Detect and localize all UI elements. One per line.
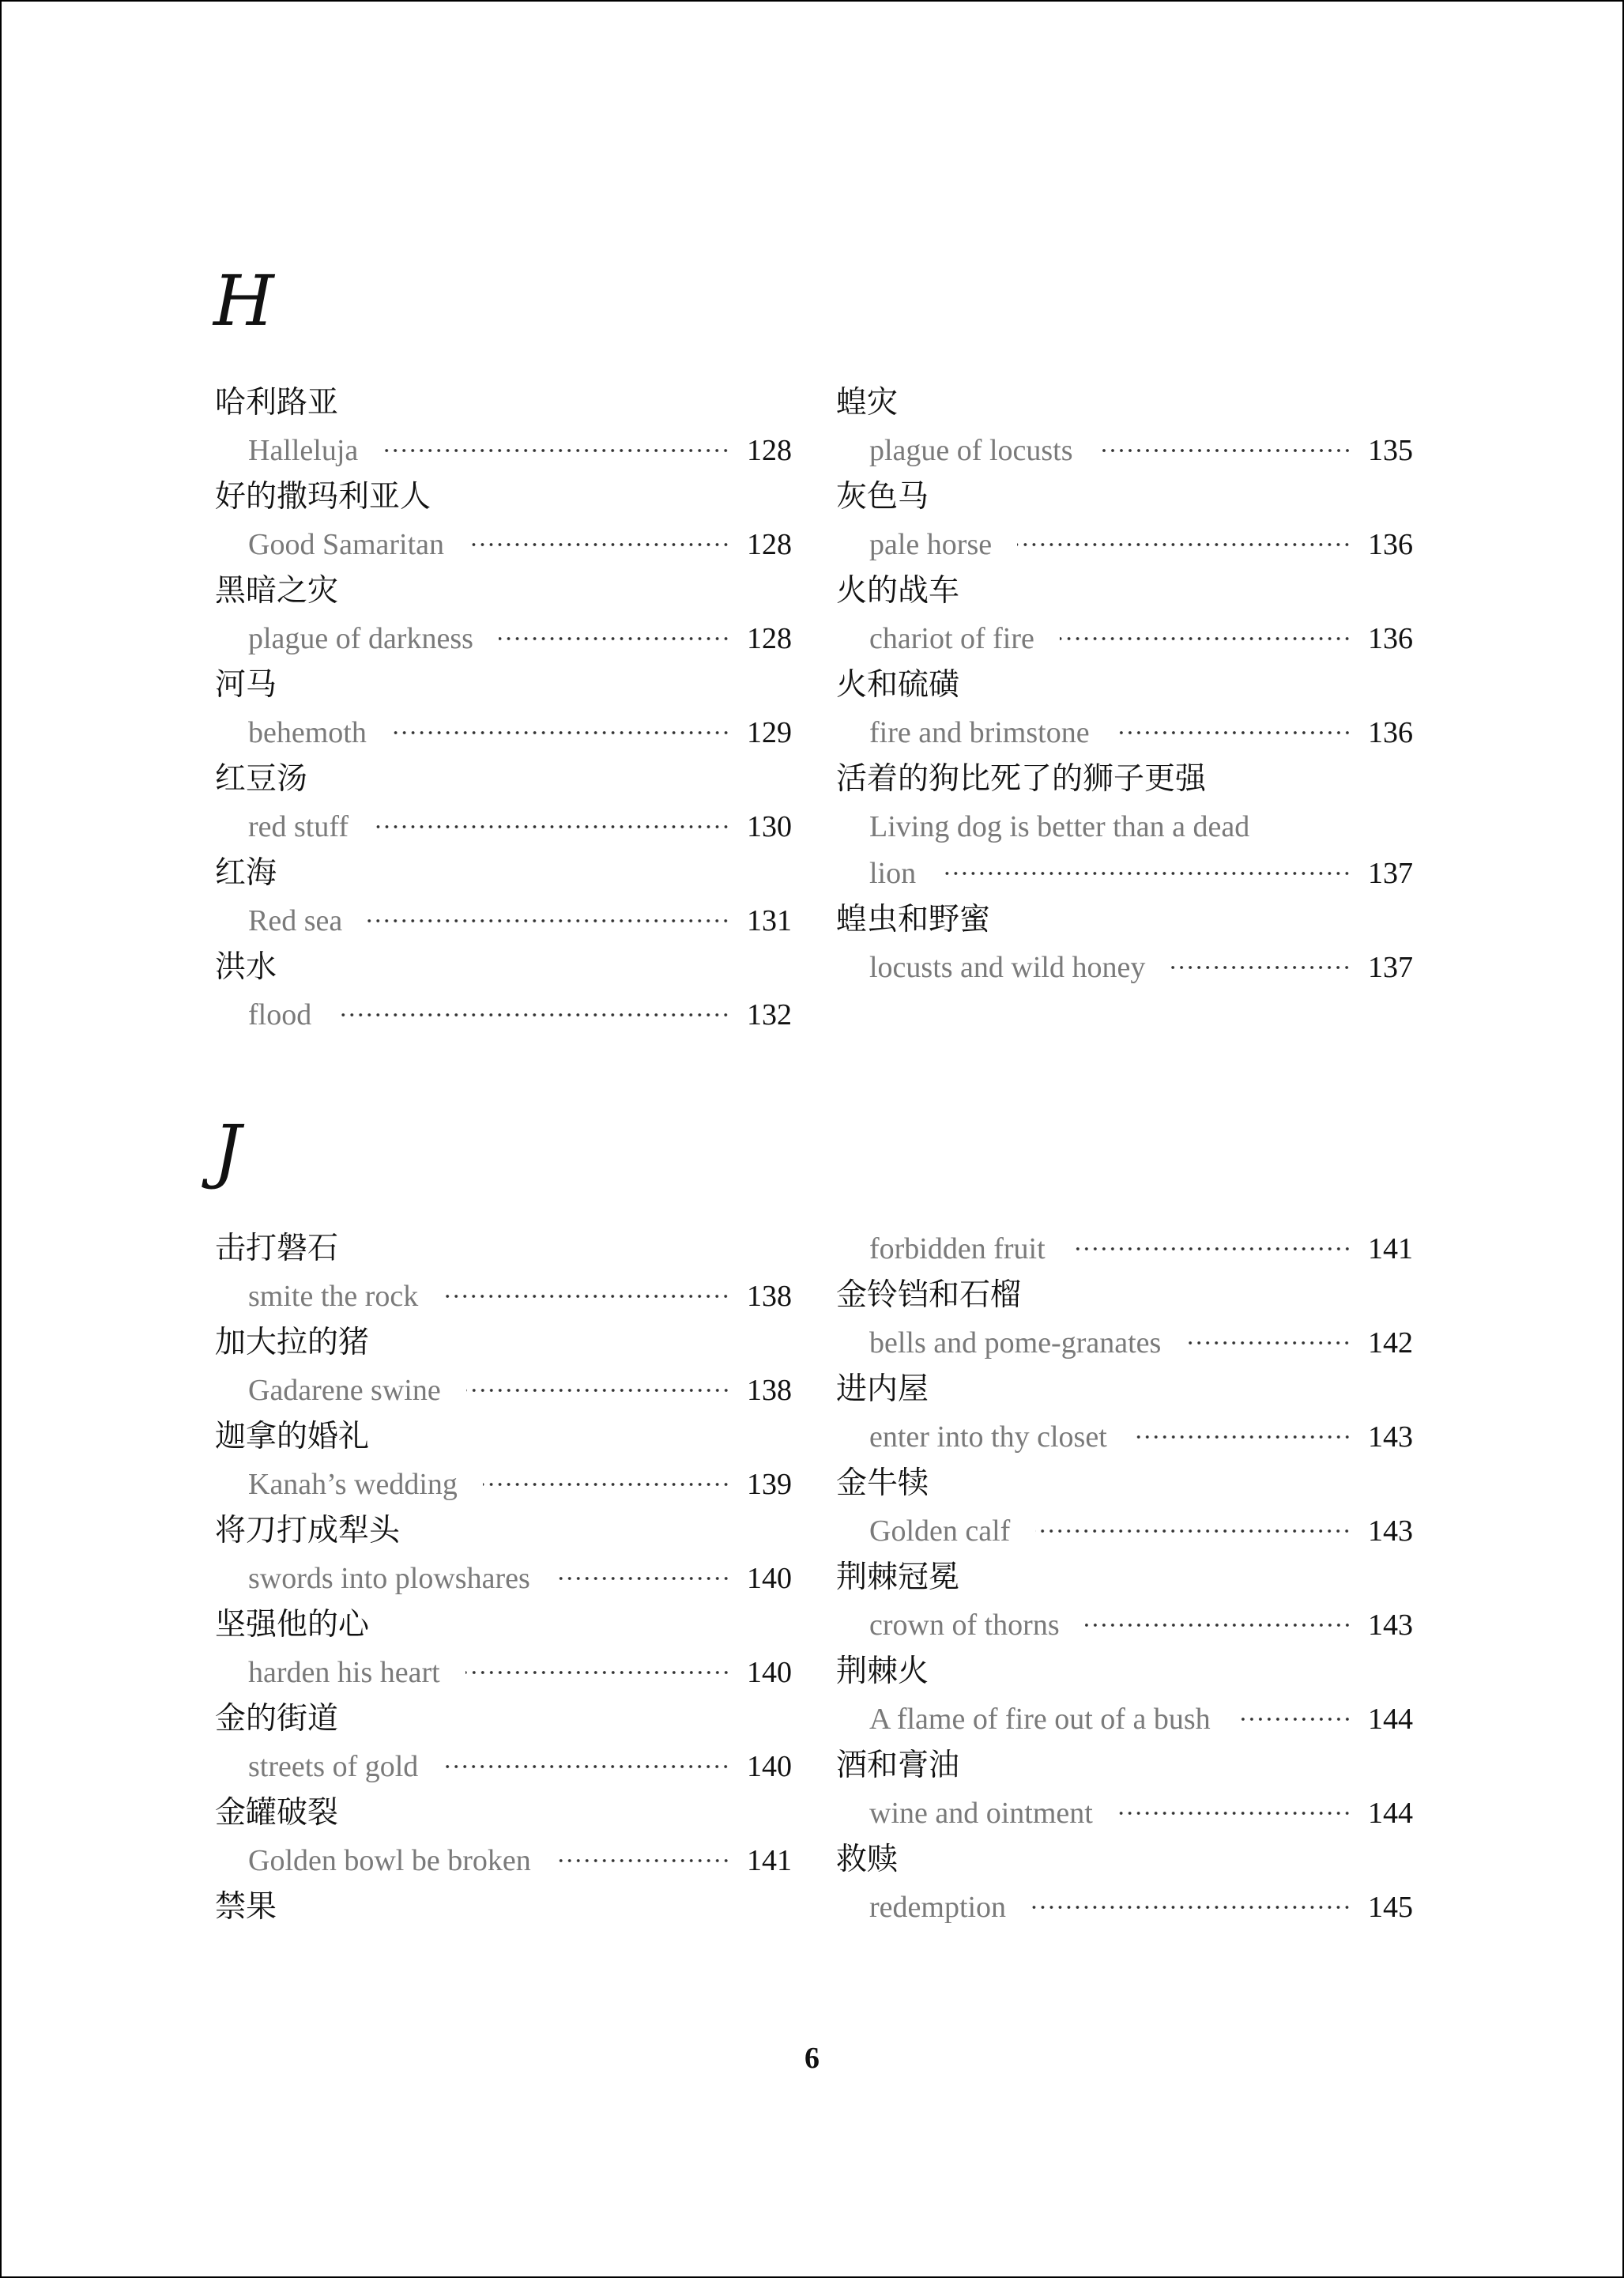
leader-dots [941,850,1351,897]
page-ref: 136 [1368,716,1413,749]
entry-en: redemption 145 [869,1884,1413,1931]
entry-en: wine and ointment 144 [869,1790,1413,1837]
entry-en: Golden calf 143 [869,1507,1413,1555]
entry-en: Good Samaritan 128 [248,521,792,568]
page-ref: 143 [1368,1420,1413,1454]
entry-en: plague of darkness 128 [248,615,792,662]
page-ref: 136 [1368,622,1413,655]
entry-cn: 洪水 [215,949,277,985]
leader-dots [374,803,730,850]
entry-cn: 黑暗之灾 [215,573,339,609]
page-ref: 128 [747,434,792,467]
entry-en: bells and pome-granates 142 [869,1319,1413,1367]
page-ref: 137 [1368,857,1413,890]
page-ref: 129 [747,716,792,749]
page-ref: 143 [1368,1514,1413,1548]
entry-en: lion 137 [869,850,1413,897]
leader-dots [1060,615,1351,662]
leader-dots [1098,427,1351,474]
leader-dots [556,1555,730,1602]
entry-en: crown of thorns 143 [869,1601,1413,1649]
entry-en: streets of gold 140 [248,1743,792,1790]
page-ref: 143 [1368,1609,1413,1642]
leader-dots [483,1461,730,1508]
leader-dots [383,427,730,474]
leader-dots [465,1649,730,1696]
page-ref: 138 [747,1280,792,1313]
entry-en: forbidden fruit 141 [869,1225,1413,1273]
entry-en: locusts and wild honey 137 [869,944,1413,991]
page-ref: 140 [747,1656,792,1689]
entry-cn: 活着的狗比死了的狮子更强 [836,761,1207,797]
page-ref: 136 [1368,528,1413,561]
page-ref: 130 [747,810,792,843]
leader-dots [469,521,730,568]
leader-dots [1071,1225,1351,1273]
section-letter-j: J [213,1110,242,1191]
leader-dots [1236,1695,1351,1743]
entry-en: smite the rock 138 [248,1273,792,1320]
entry-cn: 金的街道 [215,1701,339,1737]
entry-cn: 金铃铛和石榴 [836,1277,1022,1313]
entry-cn: 击打磐石 [215,1231,339,1266]
leader-dots [392,709,730,756]
entry-en: Golden bowl be broken 141 [248,1837,792,1884]
page-ref: 128 [747,622,792,655]
page-ref: 145 [1368,1891,1413,1924]
entry-cn: 禁果 [215,1889,277,1925]
entry-en: Kanah’s wedding 139 [248,1461,792,1508]
entry-cn: 荆棘火 [836,1654,929,1689]
entry-en: swords into plowshares 140 [248,1555,792,1602]
entry-cn: 蝗灾 [836,385,899,421]
leader-dots [443,1273,730,1320]
entry-en: A flame of fire out of a bush 144 [869,1695,1413,1743]
entry-en: pale horse 136 [869,521,1413,568]
page-ref: 142 [1368,1326,1413,1360]
entry-cn: 红豆汤 [215,761,308,797]
page-ref: 137 [1368,951,1413,984]
entry-cn: 迦拿的婚礼 [215,1419,370,1454]
page-ref: 132 [747,998,792,1032]
entry-cn: 加大拉的猪 [215,1325,370,1360]
entry-cn: 蝗虫和野蜜 [836,902,991,937]
leader-dots [1017,521,1351,568]
entry-cn: 哈利路亚 [215,385,339,421]
leader-dots [499,615,730,662]
entry-cn: 坚强他的心 [215,1607,370,1642]
entry-cn: 红海 [215,855,277,891]
entry-en: enter into thy closet 143 [869,1413,1413,1461]
leader-dots [443,1743,730,1790]
page-ref: 138 [747,1374,792,1407]
entry-en: behemoth 129 [248,709,792,756]
leader-dots [1031,1884,1351,1931]
entry-cn: 救赎 [836,1842,899,1877]
page-ref: 141 [1368,1232,1413,1265]
entry-en: chariot of fire 136 [869,615,1413,662]
entry-en: Halleluja 128 [248,427,792,474]
leader-dots [1118,1790,1351,1837]
leader-dots [556,1837,730,1884]
entry-en: flood 132 [248,991,792,1039]
leader-dots [337,991,730,1039]
page-number: 6 [804,2042,820,2075]
entry-cn: 好的撒玛利亚人 [215,479,431,515]
entry-cn: 河马 [215,667,277,703]
page-ref: 131 [747,904,792,937]
leader-dots [1170,944,1351,991]
section-letter-h: H [213,260,274,341]
entry-en: red stuff 130 [248,803,792,850]
entry-en: Red sea 131 [248,897,792,945]
entry-cn: 火的战车 [836,573,960,609]
entry-en: harden his heart 140 [248,1649,792,1696]
entry-cn: 将刀打成犁头 [215,1513,401,1548]
entry-en: fire and brimstone 136 [869,709,1413,756]
entry-cn: 酒和膏油 [836,1748,960,1783]
page-ref: 141 [747,1844,792,1877]
entry-en: Gadarene swine 138 [248,1367,792,1414]
leader-dots [1115,709,1351,756]
page-ref: 139 [747,1468,792,1501]
entry-cn: 荆棘冠冕 [836,1560,960,1595]
page-ref: 140 [747,1562,792,1595]
entry-en-line1: Living dog is better than a dead [869,810,1250,843]
page-ref: 128 [747,528,792,561]
entry-en: plague of locusts 135 [869,427,1413,474]
entry-cn: 灰色马 [836,479,929,515]
entry-cn: 火和硫磺 [836,667,960,703]
page-ref: 135 [1368,434,1413,467]
entry-cn: 进内屋 [836,1371,929,1407]
page-ref: 144 [1368,1703,1413,1736]
page-ref: 144 [1368,1797,1413,1830]
entry-cn: 金罐破裂 [215,1795,339,1831]
leader-dots [367,897,730,945]
leader-dots [1186,1319,1351,1367]
leader-dots [1085,1601,1351,1649]
leader-dots [1132,1413,1351,1461]
leader-dots [1035,1507,1351,1555]
entry-cn: 金牛犊 [836,1465,929,1501]
leader-dots [466,1367,730,1414]
page-ref: 140 [747,1750,792,1783]
